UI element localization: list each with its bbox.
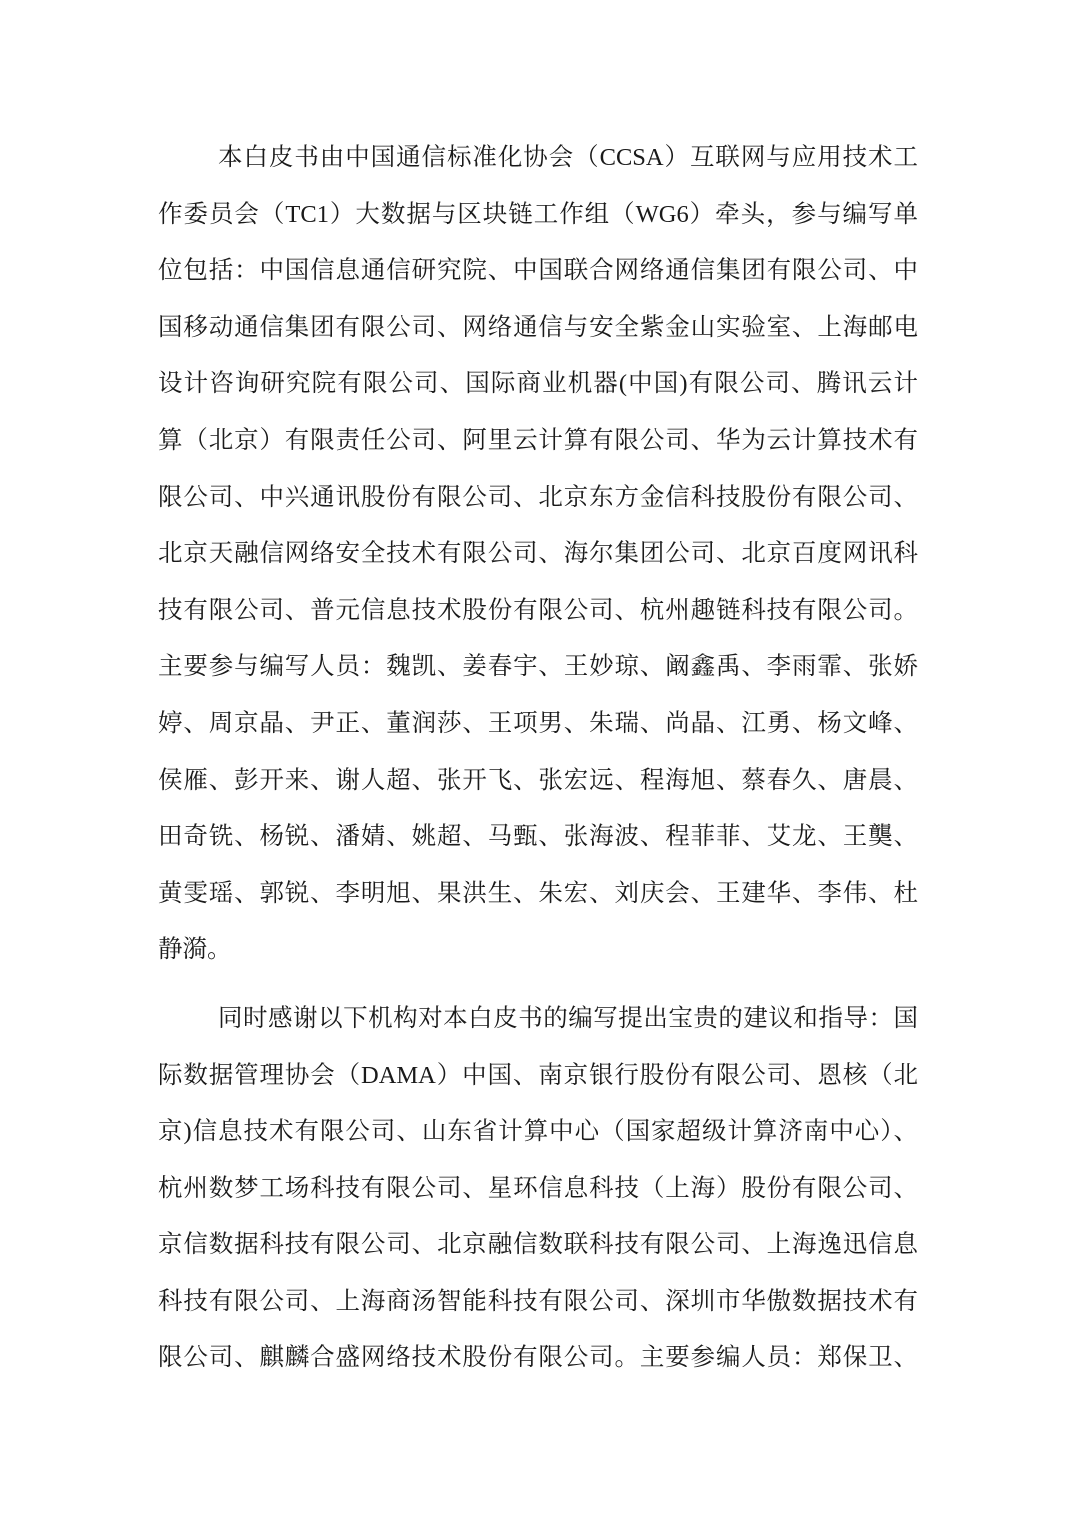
text-line: 本白皮书由中国通信标准化协会（CCSA）互联网与应用技术工	[218, 144, 918, 171]
text-line: 婷、周京晶、尹正、董润莎、王项男、朱瑞、尚晶、江勇、杨文峰、	[158, 709, 918, 737]
paragraph-lead-and-contributors	[158, 130, 918, 979]
text-line: 静漪。	[158, 936, 232, 964]
text-line: 科技有限公司、上海商汤智能科技有限公司、深圳市华傲数据技术有	[158, 1287, 918, 1315]
text-line: 国移动通信集团有限公司、网络通信与安全紫金山实验室、上海邮电	[158, 313, 918, 341]
text-line: 侯雁、彭开来、谢人超、张开飞、张宏远、程海旭、蔡春久、唐晨、	[158, 766, 918, 794]
text-line: 限公司、麒麟合盛网络技术股份有限公司。主要参编人员：郑保卫、	[158, 1344, 918, 1372]
text-block	[158, 130, 918, 1387]
text-line: 同时感谢以下机构对本白皮书的编写提出宝贵的建议和指导：国	[218, 1004, 918, 1032]
paragraph-acknowledgements	[158, 991, 918, 1387]
text-line: 际数据管理协会（DAMA）中国、南京银行股份有限公司、恩核（北	[158, 1061, 918, 1089]
text-line: 京信数据科技有限公司、北京融信数联科技有限公司、上海逸迅信息	[158, 1231, 918, 1259]
text-line: 京)信息技术有限公司、山东省计算中心（国家超级计算济南中心）、	[158, 1118, 918, 1146]
text-line: 限公司、中兴通讯股份有限公司、北京东方金信科技股份有限公司、	[158, 483, 918, 511]
text-line: 位包括：中国信息通信研究院、中国联合网络通信集团有限公司、中	[158, 257, 918, 285]
text-line: 主要参与编写人员：魏凯、姜春宇、王妙琼、阚鑫禹、李雨霏、张娇	[158, 653, 918, 681]
text-line: 杭州数梦工场科技有限公司、星环信息科技（上海）股份有限公司、	[158, 1174, 918, 1202]
text-line: 北京天融信网络安全技术有限公司、海尔集团公司、北京百度网讯科	[158, 540, 918, 568]
text-line: 设计咨询研究院有限公司、国际商业机器(中国)有限公司、腾讯云计	[158, 370, 918, 398]
text-line: 田奇铣、杨锐、潘婧、姚超、马甄、张海波、程菲菲、艾龙、王龑、	[158, 823, 918, 851]
text-line: 技有限公司、普元信息技术股份有限公司、杭州趣链科技有限公司。	[158, 596, 918, 624]
text-line: 算（北京）有限责任公司、阿里云计算有限公司、华为云计算技术有	[158, 426, 918, 454]
text-line: 作委员会（TC1）大数据与区块链工作组（WG6）牵头，参与编写单	[158, 200, 918, 228]
text-line: 黄雯瑶、郭锐、李明旭、果洪生、朱宏、刘庆会、王建华、李伟、杜	[158, 879, 918, 907]
